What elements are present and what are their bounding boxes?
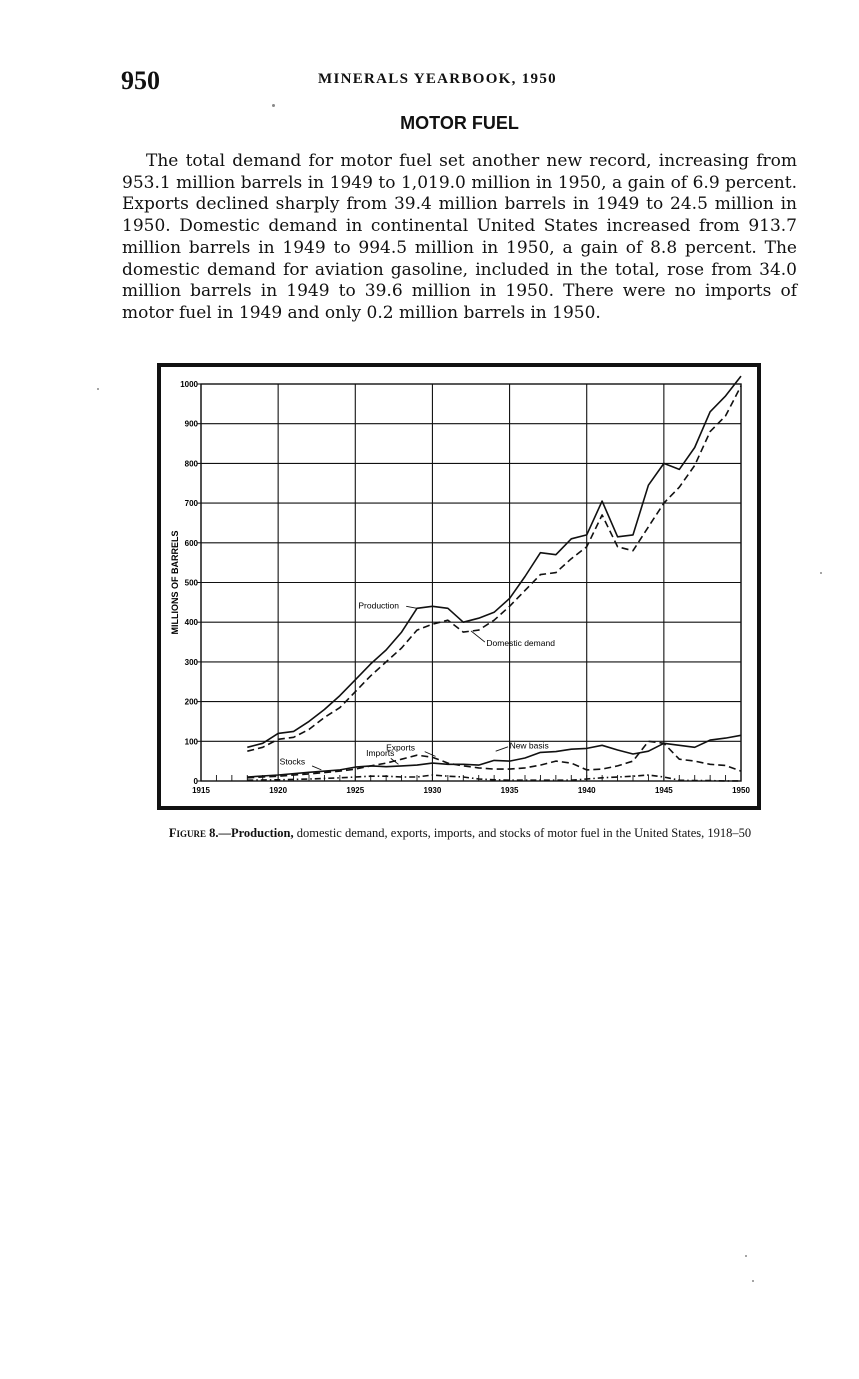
scan-speck	[745, 1255, 747, 1257]
y-tick-label: 300	[184, 657, 198, 667]
annotation-leader	[471, 631, 485, 642]
x-tick-label: 1940	[577, 786, 596, 795]
x-tick-label: 1925	[346, 786, 365, 795]
y-tick-label: 0	[193, 777, 198, 786]
y-tick-label: 100	[184, 737, 198, 747]
x-tick-label: 1935	[500, 786, 519, 795]
annotation-leader	[496, 747, 508, 751]
series-line-domestic-demand	[247, 386, 741, 751]
caption-text: domestic demand, exports, imports, and stocks of motor fuel in the United States, 1918–50	[293, 826, 752, 840]
y-tick-label: 200	[184, 697, 198, 707]
chart-annotation: New basis	[509, 740, 549, 751]
running-head: MINERALS YEARBOOK, 1950	[318, 71, 557, 87]
caption-dash: —	[218, 826, 231, 840]
scan-speck	[97, 388, 99, 390]
scan-speck	[272, 104, 275, 107]
x-tick-label: 1915	[192, 786, 210, 795]
chart-annotation: Domestic demand	[486, 638, 555, 649]
scan-speck	[820, 572, 822, 574]
chart-annotation: Imports	[366, 747, 395, 758]
figure-frame	[157, 363, 761, 810]
y-axis-label: MILLIONS OF BARRELS	[170, 530, 180, 635]
motor-fuel-chart	[161, 367, 757, 806]
section-title: MOTOR FUEL	[400, 113, 519, 133]
chart-annotation: Exports	[386, 742, 415, 753]
y-tick-label: 1000	[180, 380, 198, 389]
series-line-exports	[247, 741, 741, 778]
series-line-production	[247, 376, 741, 747]
page-number: 950	[121, 66, 160, 95]
chart-annotation: Stocks	[279, 756, 306, 767]
y-tick-label: 900	[184, 419, 198, 429]
caption-lead: Production,	[230, 826, 294, 840]
y-tick-label: 800	[184, 459, 198, 469]
y-tick-label: 400	[184, 618, 198, 628]
y-tick-label: 500	[184, 578, 198, 588]
caption-figure-label: Figure 8.	[168, 826, 219, 840]
x-tick-label: 1930	[423, 786, 442, 795]
figure-caption	[120, 827, 800, 840]
x-tick-label: 1950	[732, 786, 750, 795]
x-tick-label: 1920	[269, 786, 288, 795]
y-tick-label: 700	[184, 499, 198, 509]
x-tick-label: 1945	[654, 786, 673, 795]
body-paragraph: The total demand for motor fuel set another new record, increasing from 953.1 million barrels in 1949 to 1,019.0 million in 1950, a gain of 6.9 percent. Exports declined sharply from 39.4 million barrels in 1949 to 24.5 million in 1950. Domestic demand in continental United States increased from 913.7 million barrels in 1949 to 994.5 million in 1950, a gain of 8.8 percent. The domestic demand for aviation gasoline, included in the total, rose from 34.0 million barrels in 1949 to 39.6 million in 1950. There were no imports of motor fuel in 1949 and only 0.2 million barrels in 1950.	[122, 151, 797, 323]
y-tick-label: 600	[184, 538, 198, 548]
chart-annotation: Production	[358, 600, 400, 611]
annotation-leader	[312, 766, 321, 770]
scan-speck	[752, 1280, 754, 1282]
annotation-leader	[406, 606, 417, 608]
